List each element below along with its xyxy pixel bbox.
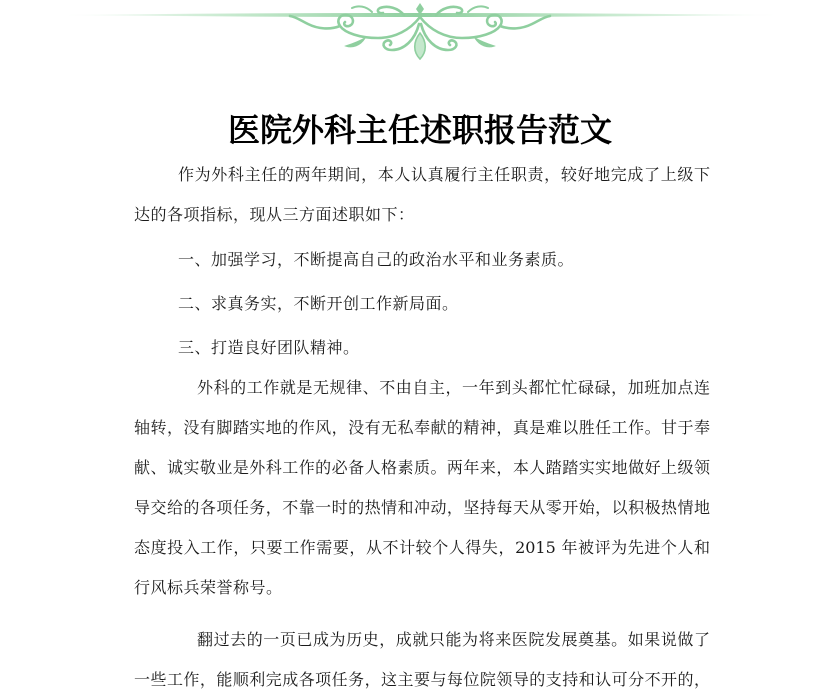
paragraph-line: 翻过去的一页已成为历史，成就只能为将来医院发展奠基。如果说做了 <box>197 630 710 649</box>
paragraph-line: 外科的工作就是无规律、不由自主，一年到头都忙忙碌碌，加班加点连 <box>197 378 710 397</box>
paragraph-line: 三、打造良好团队精神。 <box>178 338 360 357</box>
point-2 <box>134 284 710 324</box>
paragraph-line: 轴转，没有脚踏实地的作风，没有无私奉献的精神，真是难以胜任工作。甘于奉 <box>134 418 710 437</box>
paragraph-intro <box>134 155 710 235</box>
paragraph-line: 达的各项指标，现从三方面述职如下： <box>134 205 415 224</box>
point-3 <box>134 328 710 368</box>
paragraph-line: 一些工作，能顺利完成各项任务，这主要与每位院领导的支持和认可分不开的， <box>134 670 710 689</box>
paragraph-line: 一、加强学习，不断提高自己的政治水平和业务素质。 <box>178 250 575 269</box>
paragraph-conclusion <box>134 620 710 700</box>
document-title: 医院外科主任述职报告范文 <box>227 111 612 149</box>
paragraph-line: 导交给的各项任务，不靠一时的热情和冲动，坚持每天从零开始，以积极热情地 <box>134 498 710 517</box>
paragraph-line: 献、诚实敬业是外科工作的必备人格素质。两年来，本人踏踏实实地做好上级领 <box>134 458 710 477</box>
paragraph-line: 作为外科主任的两年期间，本人认真履行主任职责，较好地完成了上级下 <box>178 165 710 184</box>
paragraph-work-attitude <box>134 368 710 608</box>
paragraph-line: 行风标兵荣誉称号。 <box>134 578 283 597</box>
point-1 <box>134 240 710 280</box>
document-body <box>134 155 710 700</box>
header-flourish-ornament <box>0 0 840 70</box>
paragraph-line: 二、求真务实，不断开创工作新局面。 <box>178 294 459 313</box>
paragraph-line: 态度投入工作，只要工作需要，从不计较个人得失，2015 年被评为先进个人和 <box>134 538 710 557</box>
